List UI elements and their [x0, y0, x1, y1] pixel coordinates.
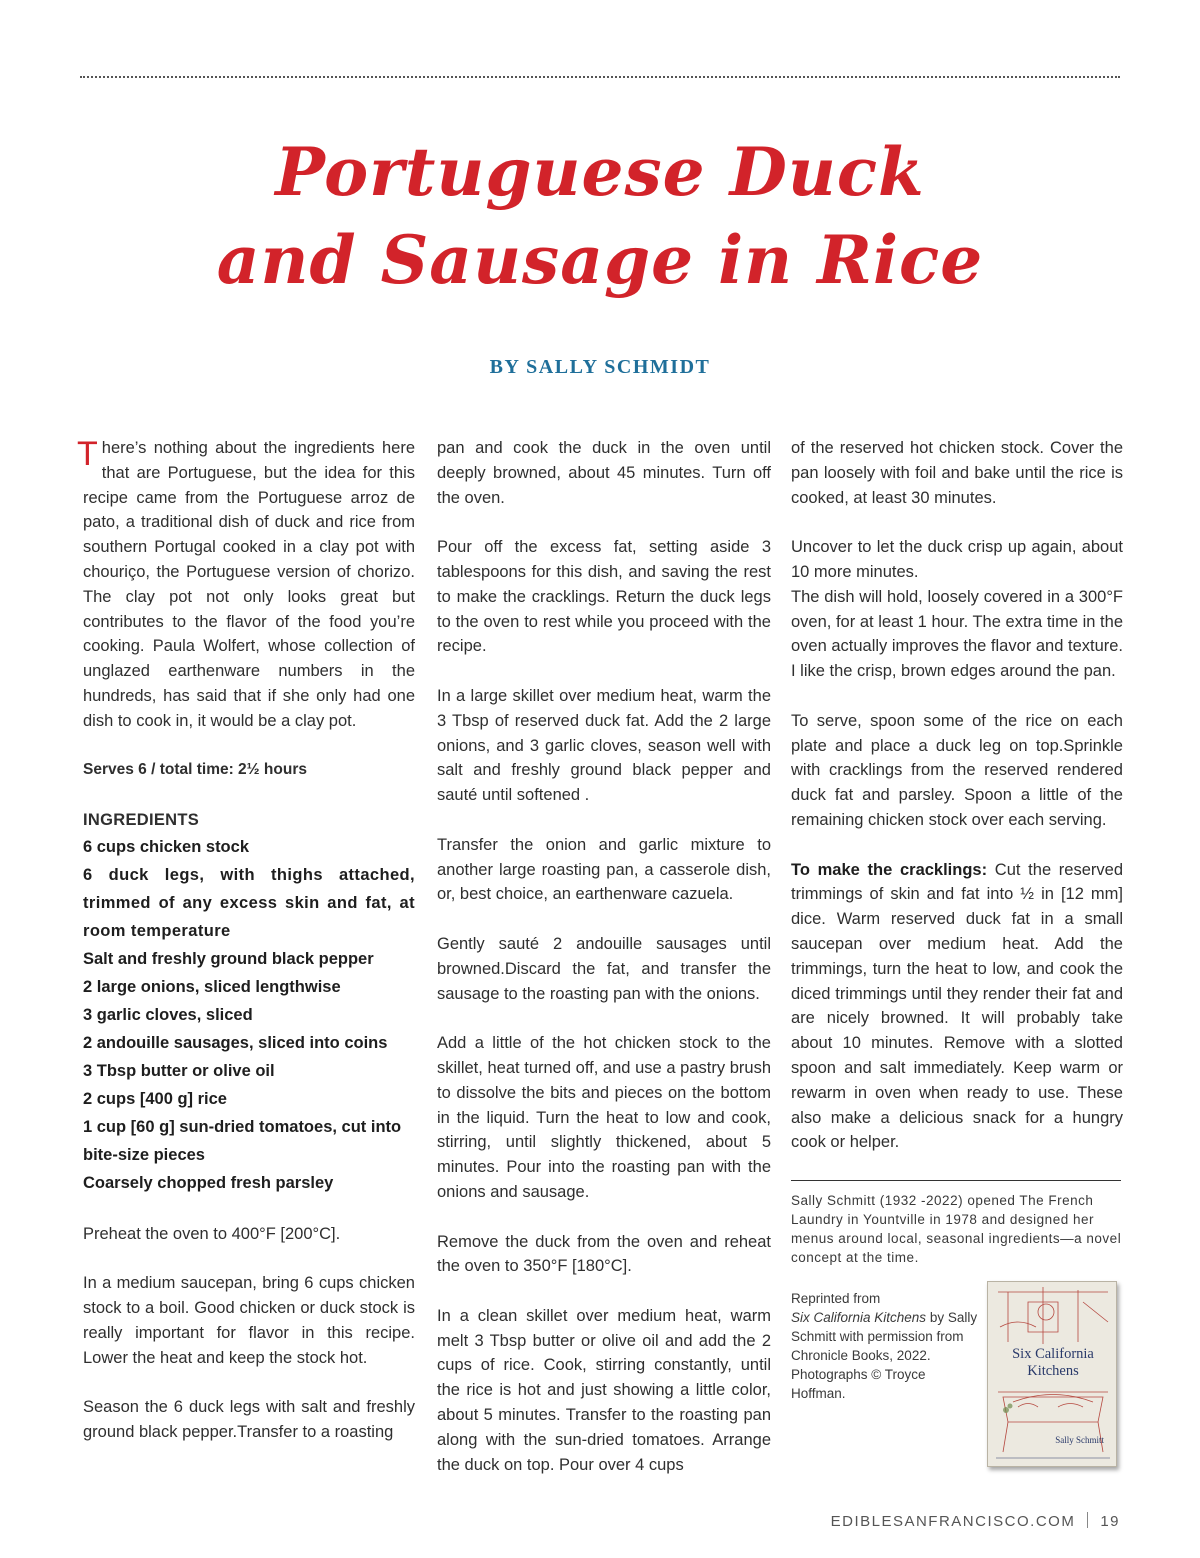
drop-cap: T [77, 435, 98, 473]
article-title [0, 128, 1200, 304]
page-footer [831, 1512, 1120, 1530]
ingredient-item: 2 cups [400 g] rice [83, 1089, 227, 1108]
ingredient-item: 3 garlic cloves, sliced [83, 1005, 253, 1024]
step-stock: In a medium saucepan, bring 6 cups chicken stock to a boil. Good chicken or duck stock is really important for flavor in this recipe. Lower the heat and keep the stock hot. [83, 1274, 415, 1367]
column-3 [791, 436, 1123, 1479]
reprint-before: Reprinted from [791, 1290, 881, 1306]
reprint-credit [791, 1289, 979, 1403]
reprint-book-title: Six California Kitchens [791, 1309, 927, 1325]
title-line-2: and Sausage in Rice [216, 221, 984, 299]
step-season: Season the 6 duck legs with salt and freshly ground black pepper.Transfer to a roasting [83, 1398, 415, 1441]
book-cover-title [988, 1346, 1117, 1380]
step-transfer: Transfer the onion and garlic mixture to another large roasting pan, a casserole dish, or, best choice, an earthenware cazuela. [437, 835, 771, 904]
ingredient-item: 6 duck legs, with thighs attached, trimmed of any excess skin and fat, at room temperature [83, 865, 415, 940]
ingredients-heading: INGREDIENTS [83, 810, 200, 829]
column-1 [77, 435, 415, 1470]
intro-text: here’s nothing about the ingredients here that are Portuguese, but the idea for this recipe came from the Portuguese arroz de pato, a traditional dish of duck and rice from southern Portugal cooked in a clay pot with chouriço, the Portuguese version of chorizo. The clay pot not only looks great but contributes to the flavor of the food you’re cooking. Paula Wolfert, whose collection of unglazed earthenware numbers in the hundreds, has said that if she only had one dish to cook in, it would be a clay pot. [83, 439, 415, 730]
intro-paragraph [77, 435, 415, 734]
step-reheat: Remove the duck from the oven and reheat the oven to 350°F [180°C]. [437, 1232, 771, 1276]
step-season-continued: pan and cook the duck in the oven until deeply browned, about 45 minutes. Turn off the oven. [437, 439, 771, 507]
step-pour-off: Pour off the excess fat, setting aside 3 tablespoons for this dish, and saving the rest to make the cracklings. Return the duck legs to the oven to rest while you proceed with the recipe. [437, 538, 771, 656]
top-dotted-rule [80, 76, 1120, 78]
byline: BY SALLY SCHMIDT [489, 356, 711, 378]
book-cover-author: Sally Schmitt [1055, 1434, 1104, 1445]
ingredient-item: Salt and freshly ground black pepper [83, 949, 374, 968]
ingredient-item: 2 andouille sausages, sliced into coins [83, 1033, 388, 1052]
step-rice: In a clean skillet over medium heat, warm melt 3 Tbsp butter or olive oil and add the 2 cups of rice. Cook, stirring constantly, until the rice is hot and just showing a little color, about 5 minutes. Transfer to the roasting pan along with the sun-dried tomatoes. Arrange the duck on top. Pour over 4 cups [437, 1306, 771, 1474]
page-number: 19 [1100, 1513, 1120, 1530]
step-uncover [791, 535, 1123, 585]
ingredients-list [83, 833, 415, 1197]
column-2 [437, 436, 771, 1502]
serves-info: Serves 6 / total time: 2½ hours [83, 761, 307, 779]
cracklings-text: Cut the reserved trimmings of skin and fat into ½ in [12 mm] dice. Warm reserved duck fat in a small saucepan over medium heat. Add the trimmings, turn the heat to low, and cook the diced trimmings until they render their fat and are nicely browned. It will probably take about 10 minutes. Remove with a slotted spoon and salt immediately. Keep warm or rewarm in oven when ready to use. These also make a delicious snack for a hungry cook or helper. [791, 860, 1124, 1152]
step-hold: The dish will hold, loosely covered in a 300°F oven, for at least 1 hour. The extra time in the oven actually improves the flavor and texture. I like the crisp, brown edges around the pan. [791, 587, 1124, 681]
ingredient-item: 1 cup [60 g] sun-dried tomatoes, cut into bite-size pieces [83, 1117, 402, 1164]
author-bio: Sally Schmitt (1932 -2022) opened The French Laundry in Yountville in 1978 and designed her menus around local, seasonal ingredients—a novel concept at the time. [791, 1192, 1122, 1265]
book-cover-image [987, 1281, 1117, 1467]
book-title-line-1: Six California [1012, 1345, 1094, 1362]
book-title-line-2: Kitchens [1027, 1362, 1079, 1379]
step-rice-continued: of the reserved hot chicken stock. Cover the pan loosely with foil and bake until the rice is cooked, at least 30 minutes. [791, 439, 1123, 507]
step-serve: To serve, spoon some of the rice on each plate and place a duck leg on top.Sprinkle with cracklings from the reserved rendered duck fat and parsley. Spoon a little of the remaining chicken stock over each serving. [791, 711, 1123, 829]
ingredient-item: 2 large onions, sliced lengthwise [83, 977, 341, 996]
step-cracklings [791, 858, 1123, 1156]
cracklings-lead: To make the cracklings: [791, 860, 988, 879]
ingredient-item: 3 Tbsp butter or olive oil [83, 1061, 275, 1080]
title-line-1: Portuguese Duck [275, 133, 925, 211]
footer-site: EDIBLESANFRANCISCO.COM [830, 1513, 1076, 1530]
reprint-section [791, 1289, 1123, 1479]
ingredient-item: 6 cups chicken stock [83, 837, 249, 856]
footer-separator [1087, 1512, 1088, 1528]
ingredient-item: Coarsely chopped fresh parsley [83, 1173, 334, 1192]
step-deglaze: Add a little of the hot chicken stock to the skillet, heat turned off, and use a pastry brush to dissolve the bits and pieces on the bottom in the liquid. Turn the heat to low and cook, stirring, until slightly thickened, about 5 minutes. Pour into the roasting pan with the onions and sausage. [437, 1034, 771, 1201]
bio-divider [791, 1180, 1121, 1181]
step-preheat: Preheat the oven to 400°F [200°C]. [83, 1224, 341, 1243]
step-saute: Gently sauté 2 andouille sausages until browned.Discard the fat, and transfer the sausage to the roasting pan with the onions. [437, 934, 771, 1003]
step-uncover-text: Uncover to let the duck crisp up again, about 10 more minutes. [791, 538, 1123, 581]
reprint-after: by Sally Schmitt with permission from Chronicle Books, 2022. Photographs © Troyce Hoffman. [791, 1309, 978, 1401]
step-skillet: In a large skillet over medium heat, warm the 3 Tbsp of reserved duck fat. Add the 2 large onions, and 3 garlic cloves, season well with salt and freshly ground black pepper and sauté until softened . [437, 686, 771, 805]
